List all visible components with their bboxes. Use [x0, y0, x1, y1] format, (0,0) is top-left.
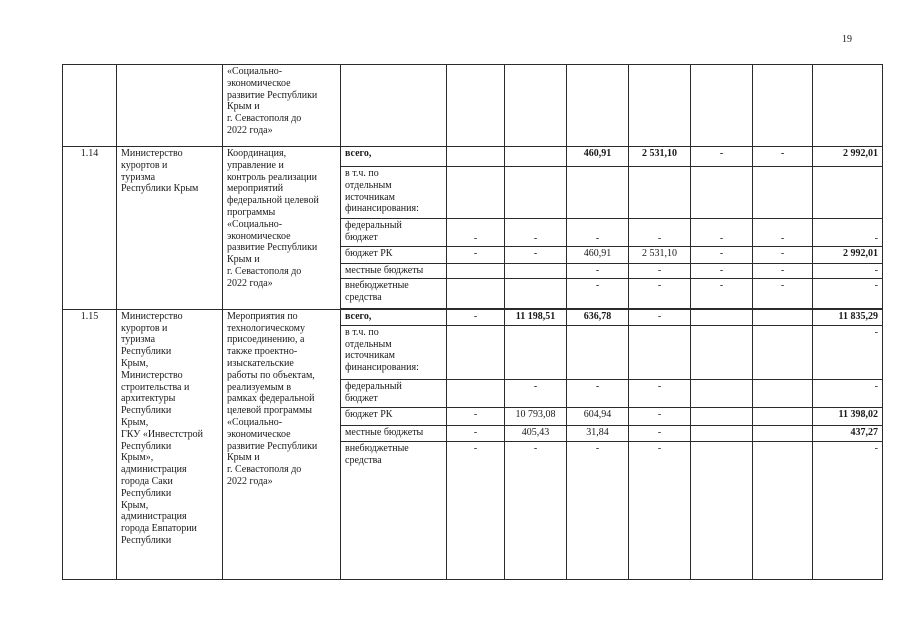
- cell-total: [813, 65, 883, 147]
- cell-value: [753, 65, 813, 147]
- value-cell: -: [447, 219, 505, 247]
- value-cell: -: [629, 379, 691, 407]
- value-cell: 10 793,08: [505, 407, 567, 425]
- value-cell: [691, 407, 753, 425]
- value-cell: [505, 167, 567, 219]
- value-cell: [447, 325, 505, 379]
- value-cell: -: [629, 219, 691, 247]
- executor-cell: Министерство курортов и туризма Республики Крым: [117, 147, 223, 310]
- total-cell: -: [813, 441, 883, 579]
- value-cell: 2 531,10: [629, 147, 691, 167]
- source-label: бюджет РК: [341, 247, 447, 264]
- value-cell: -: [629, 425, 691, 441]
- source-label: федеральный бюджет: [341, 219, 447, 247]
- value-cell: -: [505, 441, 567, 579]
- source-label: всего,: [341, 309, 447, 325]
- table-row-1-15-total: [63, 309, 883, 325]
- value-cell: [753, 309, 813, 325]
- value-cell: [753, 441, 813, 579]
- value-cell: -: [567, 219, 629, 247]
- value-cell: [753, 425, 813, 441]
- table-row-continuation: [63, 65, 883, 147]
- total-cell: 2 992,01: [813, 147, 883, 167]
- value-cell: [447, 379, 505, 407]
- total-cell: -: [813, 219, 883, 247]
- value-cell: -: [629, 264, 691, 279]
- source-label: в т.ч. по отдельным источникам финансирования:: [341, 167, 447, 219]
- value-cell: -: [691, 219, 753, 247]
- value-cell: 604,94: [567, 407, 629, 425]
- total-cell: 11 835,29: [813, 309, 883, 325]
- value-cell: [447, 167, 505, 219]
- source-label: федеральный бюджет: [341, 379, 447, 407]
- value-cell: 460,91: [567, 147, 629, 167]
- value-cell: -: [753, 247, 813, 264]
- total-cell: -: [813, 379, 883, 407]
- value-cell: 636,78: [567, 309, 629, 325]
- value-cell: -: [629, 407, 691, 425]
- value-cell: [691, 325, 753, 379]
- cell-num: [63, 65, 117, 147]
- value-cell: [447, 278, 505, 308]
- value-cell: -: [567, 441, 629, 579]
- value-cell: -: [447, 425, 505, 441]
- value-cell: -: [753, 147, 813, 167]
- description-cell: Мероприятия по технологическому присоединению, а также проектно- изыскательские работы по объектам, реализуемым в рамках федеральной целевой программы «Социально- экономическое развитие Республики Крым и г. Севастополя до 2022 года»: [223, 309, 341, 579]
- total-cell: 437,27: [813, 425, 883, 441]
- source-label: внебюджетные средства: [341, 441, 447, 579]
- value-cell: -: [567, 264, 629, 279]
- value-cell: -: [691, 147, 753, 167]
- total-cell: 11 398,02: [813, 407, 883, 425]
- value-cell: [753, 379, 813, 407]
- value-cell: [505, 325, 567, 379]
- value-cell: -: [447, 407, 505, 425]
- value-cell: -: [447, 309, 505, 325]
- value-cell: [753, 325, 813, 379]
- row-number: 1.15: [63, 309, 117, 579]
- value-cell: -: [691, 264, 753, 279]
- value-cell: [567, 167, 629, 219]
- value-cell: [753, 167, 813, 219]
- value-cell: [447, 264, 505, 279]
- value-cell: 2 531,10: [629, 247, 691, 264]
- value-cell: 405,43: [505, 425, 567, 441]
- total-cell: [813, 167, 883, 219]
- source-label: внебюджетные средства: [341, 278, 447, 308]
- value-cell: -: [447, 441, 505, 579]
- cell-value: [505, 65, 567, 147]
- value-cell: -: [447, 247, 505, 264]
- total-cell: -: [813, 325, 883, 379]
- value-cell: -: [629, 309, 691, 325]
- source-label: в т.ч. по отдельным источникам финансирования:: [341, 325, 447, 379]
- value-cell: -: [505, 379, 567, 407]
- executor-cell: Министерство курортов и туризма Республики Крым, Министерство строительства и архитектуры Республики Крым, ГКУ «Инвестстрой Республики Крым», администрация города Саки Республики Крым, администрация города Евпатории Республики: [117, 309, 223, 579]
- value-cell: -: [567, 379, 629, 407]
- value-cell: 460,91: [567, 247, 629, 264]
- source-label: местные бюджеты: [341, 425, 447, 441]
- value-cell: -: [629, 441, 691, 579]
- cell-value: [567, 65, 629, 147]
- value-cell: [691, 441, 753, 579]
- cell-value: [691, 65, 753, 147]
- cell-executor: [117, 65, 223, 147]
- value-cell: -: [753, 264, 813, 279]
- value-cell: -: [753, 219, 813, 247]
- value-cell: [691, 309, 753, 325]
- budget-table: [62, 64, 883, 580]
- page-number: 19: [842, 34, 852, 45]
- value-cell: -: [691, 247, 753, 264]
- cell-value: [447, 65, 505, 147]
- value-cell: [567, 325, 629, 379]
- table-row-1-14-total: [63, 147, 883, 167]
- value-cell: [629, 325, 691, 379]
- cell-description: «Социально- экономическое развитие Республики Крым и г. Севастополя до 2022 года»: [223, 65, 341, 147]
- value-cell: [505, 147, 567, 167]
- source-label: местные бюджеты: [341, 264, 447, 279]
- value-cell: [629, 167, 691, 219]
- value-cell: [505, 264, 567, 279]
- value-cell: [505, 278, 567, 308]
- value-cell: [691, 167, 753, 219]
- value-cell: [691, 425, 753, 441]
- cell-value: [629, 65, 691, 147]
- value-cell: [447, 147, 505, 167]
- total-cell: -: [813, 278, 883, 308]
- value-cell: -: [629, 278, 691, 308]
- cell-source: [341, 65, 447, 147]
- source-label: всего,: [341, 147, 447, 167]
- value-cell: -: [505, 219, 567, 247]
- source-label: бюджет РК: [341, 407, 447, 425]
- value-cell: 11 198,51: [505, 309, 567, 325]
- description-cell: Координация, управление и контроль реализации мероприятий федеральной целевой программы «Социально- экономическое развитие Республики Крым и г. Севастополя до 2022 года»: [223, 147, 341, 310]
- value-cell: -: [691, 278, 753, 308]
- value-cell: [753, 407, 813, 425]
- value-cell: -: [505, 247, 567, 264]
- total-cell: -: [813, 264, 883, 279]
- row-number: 1.14: [63, 147, 117, 310]
- value-cell: -: [753, 278, 813, 308]
- total-cell: 2 992,01: [813, 247, 883, 264]
- value-cell: -: [567, 278, 629, 308]
- value-cell: [691, 379, 753, 407]
- value-cell: 31,84: [567, 425, 629, 441]
